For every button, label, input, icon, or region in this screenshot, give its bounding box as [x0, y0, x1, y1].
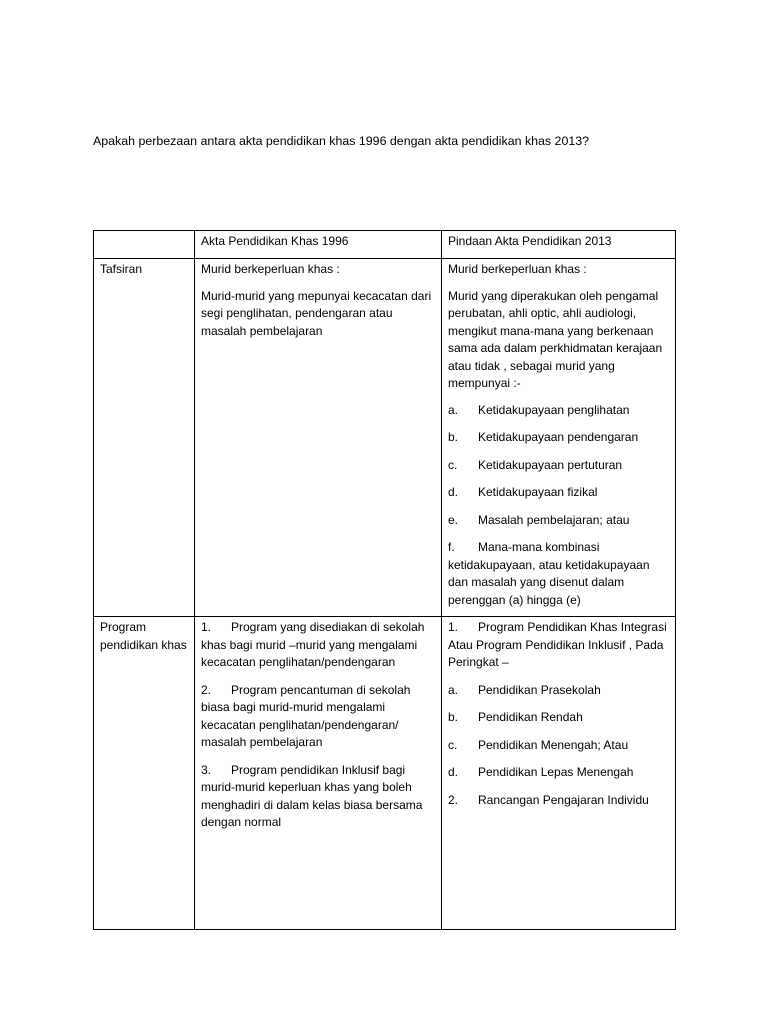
tafsiran-2013-cell — [442, 259, 676, 617]
cell-text: Murid yang diperakukan oleh pengamal perubatan, ahli optic, ahli audiologi, mengikut mana-mana yang berkenaan sama ada dalam perkhidmatan kerajaan atau tidak , sebagai murid yang mempunyai :- — [448, 288, 663, 390]
list-item: 1. Program Pendidikan Khas Integrasi Atau Program Pendidikan Inklusif , Pada Peringkat – — [448, 620, 667, 669]
header-cell-empty — [94, 231, 195, 259]
list-item: 1. Program yang disediakan di sekolah khas bagi murid –murid yang mengalami kecacatan penglihatan/pendengaran — [201, 620, 425, 669]
list-item: a. Pendidikan Prasekolah — [448, 682, 601, 697]
cell-title: Murid berkeperluan khas : — [201, 262, 340, 276]
list-item: b. Pendidikan Rendah — [448, 710, 583, 724]
comparison-table — [93, 230, 676, 930]
header-cell-1996: Akta Pendidikan Khas 1996 — [195, 231, 442, 259]
table-header-row — [94, 231, 676, 259]
program-2013-cell — [442, 617, 676, 930]
question-heading: Apakah perbezaan antara akta pendidikan khas 1996 dengan akta pendidikan khas 2013? — [93, 134, 590, 148]
cell-text: Murid-murid yang mepunyai kecacatan dari segi penglihatan, pendengaran atau masalah pembelajaran — [201, 288, 432, 338]
list-item: 3. Program pendidikan Inklusif bagi murid-murid keperluan khas yang boleh menghadiri di dalam kelas biasa bersama dengan normal — [201, 762, 423, 829]
row-label-tafsiran: Tafsiran — [94, 259, 195, 617]
list-item: 2. Program pencantuman di sekolah biasa bagi murid-murid mengalami kecacatan penglihatan/pendengaran/ masalah pembelajaran — [201, 682, 411, 749]
list-item: e. Masalah pembelajaran; atau — [448, 512, 630, 527]
list-item: c. Pendidikan Menengah; Atau — [448, 737, 629, 752]
table-row — [94, 617, 676, 930]
cell-title: Murid berkeperluan khas : — [448, 262, 587, 276]
list-item: 2. Rancangan Pengajaran Individu — [448, 792, 649, 807]
list-item: d. Ketidakupayaan fizikal — [448, 485, 598, 499]
program-1996-cell — [195, 617, 442, 930]
list-item: f. Mana-mana kombinasi ketidakupayaan, atau ketidakupayaan dan masalah yang disenut dalam perenggan (a) hingga (e) — [448, 540, 650, 607]
list-item: d. Pendidikan Lepas Menengah — [448, 765, 634, 779]
list-item: c. Ketidakupayaan pertuturan — [448, 457, 623, 472]
tafsiran-1996-cell — [195, 259, 442, 617]
list-item: a. Ketidakupayaan penglihatan — [448, 402, 630, 417]
table-row — [94, 259, 676, 617]
row-label-program: Program pendidikan khas — [94, 617, 195, 930]
header-cell-2013: Pindaan Akta Pendidikan 2013 — [442, 231, 676, 259]
list-item: b. Ketidakupayaan pendengaran — [448, 430, 639, 444]
